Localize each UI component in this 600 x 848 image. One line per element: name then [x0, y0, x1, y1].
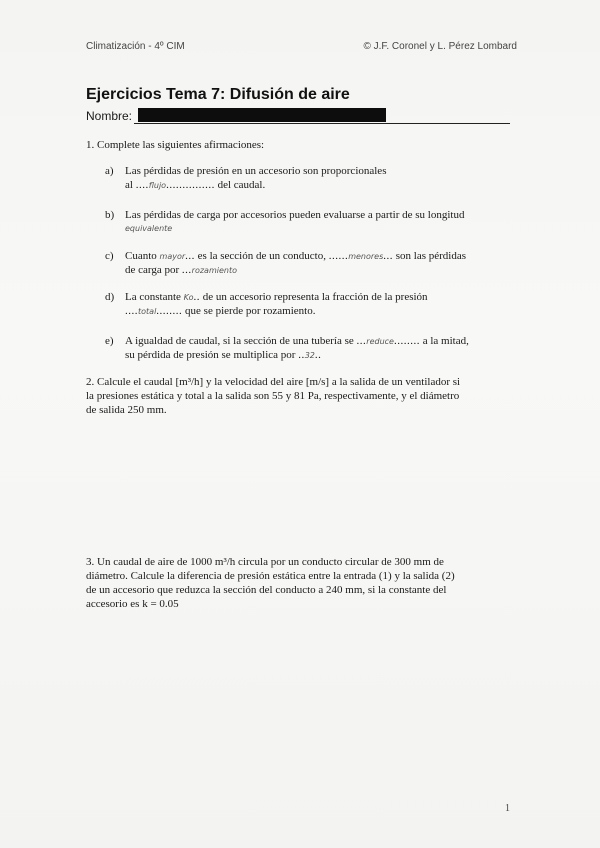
q2-line2: la presiones estática y total a la salida son 55 y 81 Pa, respectivamente, y el diámetro — [86, 390, 460, 402]
q1-d-line1: La constante Ko.. de un accesorio representa la fracción de la presión — [125, 291, 428, 303]
q3-line3: de un accesorio que reduzca la sección del conducto a 240 mm, si la constante del — [86, 584, 447, 596]
q1-d-letter: d) — [105, 291, 115, 303]
q3-line1: 3. Un caudal de aire de 1000 m³/h circula por un conducto circular de 300 mm de — [86, 556, 444, 568]
q3-line2: diámetro. Calcule la diferencia de presión estática entre la entrada (1) y la salida (2) — [86, 570, 455, 582]
q1-d-answer2: total — [138, 307, 157, 316]
q1-b-line2 — [125, 221, 172, 236]
q1-e-answer2: 32 — [304, 351, 315, 360]
q1-e-line1: A igualdad de caudal, si la sección de una tubería se ...reduce........ a la mitad, — [125, 335, 469, 347]
name-field-row — [86, 108, 510, 126]
q1-c-line1: Cuanto mayor... es la sección de un conducto, ......menores... son las pérdidas — [125, 250, 467, 262]
q1-d-line2: ....total........ que se pierde por rozamiento. — [125, 305, 316, 317]
name-underline — [134, 123, 510, 124]
q1-c-letter: c) — [105, 250, 114, 262]
q1-c-answer1: mayor — [159, 252, 186, 261]
page-title: Ejercicios Tema 7: Difusión de aire — [86, 86, 350, 103]
q1-c-line2: de carga por ...rozamiento — [125, 264, 237, 276]
redacted-name — [138, 108, 386, 122]
q1-a-post: del caudal. — [214, 179, 266, 191]
page-number: 1 — [505, 803, 510, 814]
q1-a-line2: al ....flujo............... del caudal. — [125, 179, 266, 191]
q1-a-answer: flujo — [148, 181, 167, 190]
q1-c-answer2: menores — [348, 252, 384, 261]
q1-e-letter: e) — [105, 335, 114, 347]
q1-intro: 1. Complete las siguientes afirmaciones: — [86, 139, 265, 151]
header-authors: © J.F. Coronel y L. Pérez Lombard — [363, 41, 517, 52]
q1-d-answer1: Ko — [183, 293, 194, 302]
q2-line1: 2. Calcule el caudal [m³/h] y la velocidad del aire [m/s] a la salida de un ventilador si — [86, 376, 461, 388]
q1-c-answer3: rozamiento — [191, 266, 237, 275]
q1-e-line2: su pérdida de presión se multiplica por ..32.. — [125, 349, 322, 361]
q1-b-line1: Las pérdidas de carga por accesorios pueden evaluarse a partir de su longitud — [125, 209, 465, 221]
q3-line4: accesorio es k = 0.05 — [86, 598, 179, 610]
name-label: Nombre: — [86, 109, 133, 123]
q1-b-letter: b) — [105, 209, 115, 221]
q1-b-answer: equivalente — [125, 224, 173, 233]
q1-e-answer1: reduce — [366, 337, 394, 346]
header-course: Climatización - 4º CIM — [86, 41, 185, 52]
q1-a-letter: a) — [105, 165, 114, 177]
q2-line3: de salida 250 mm. — [86, 404, 167, 416]
q1-a-line1: Las pérdidas de presión en un accesorio son proporcionales — [125, 165, 387, 177]
q1-a-pre: al — [125, 179, 136, 191]
